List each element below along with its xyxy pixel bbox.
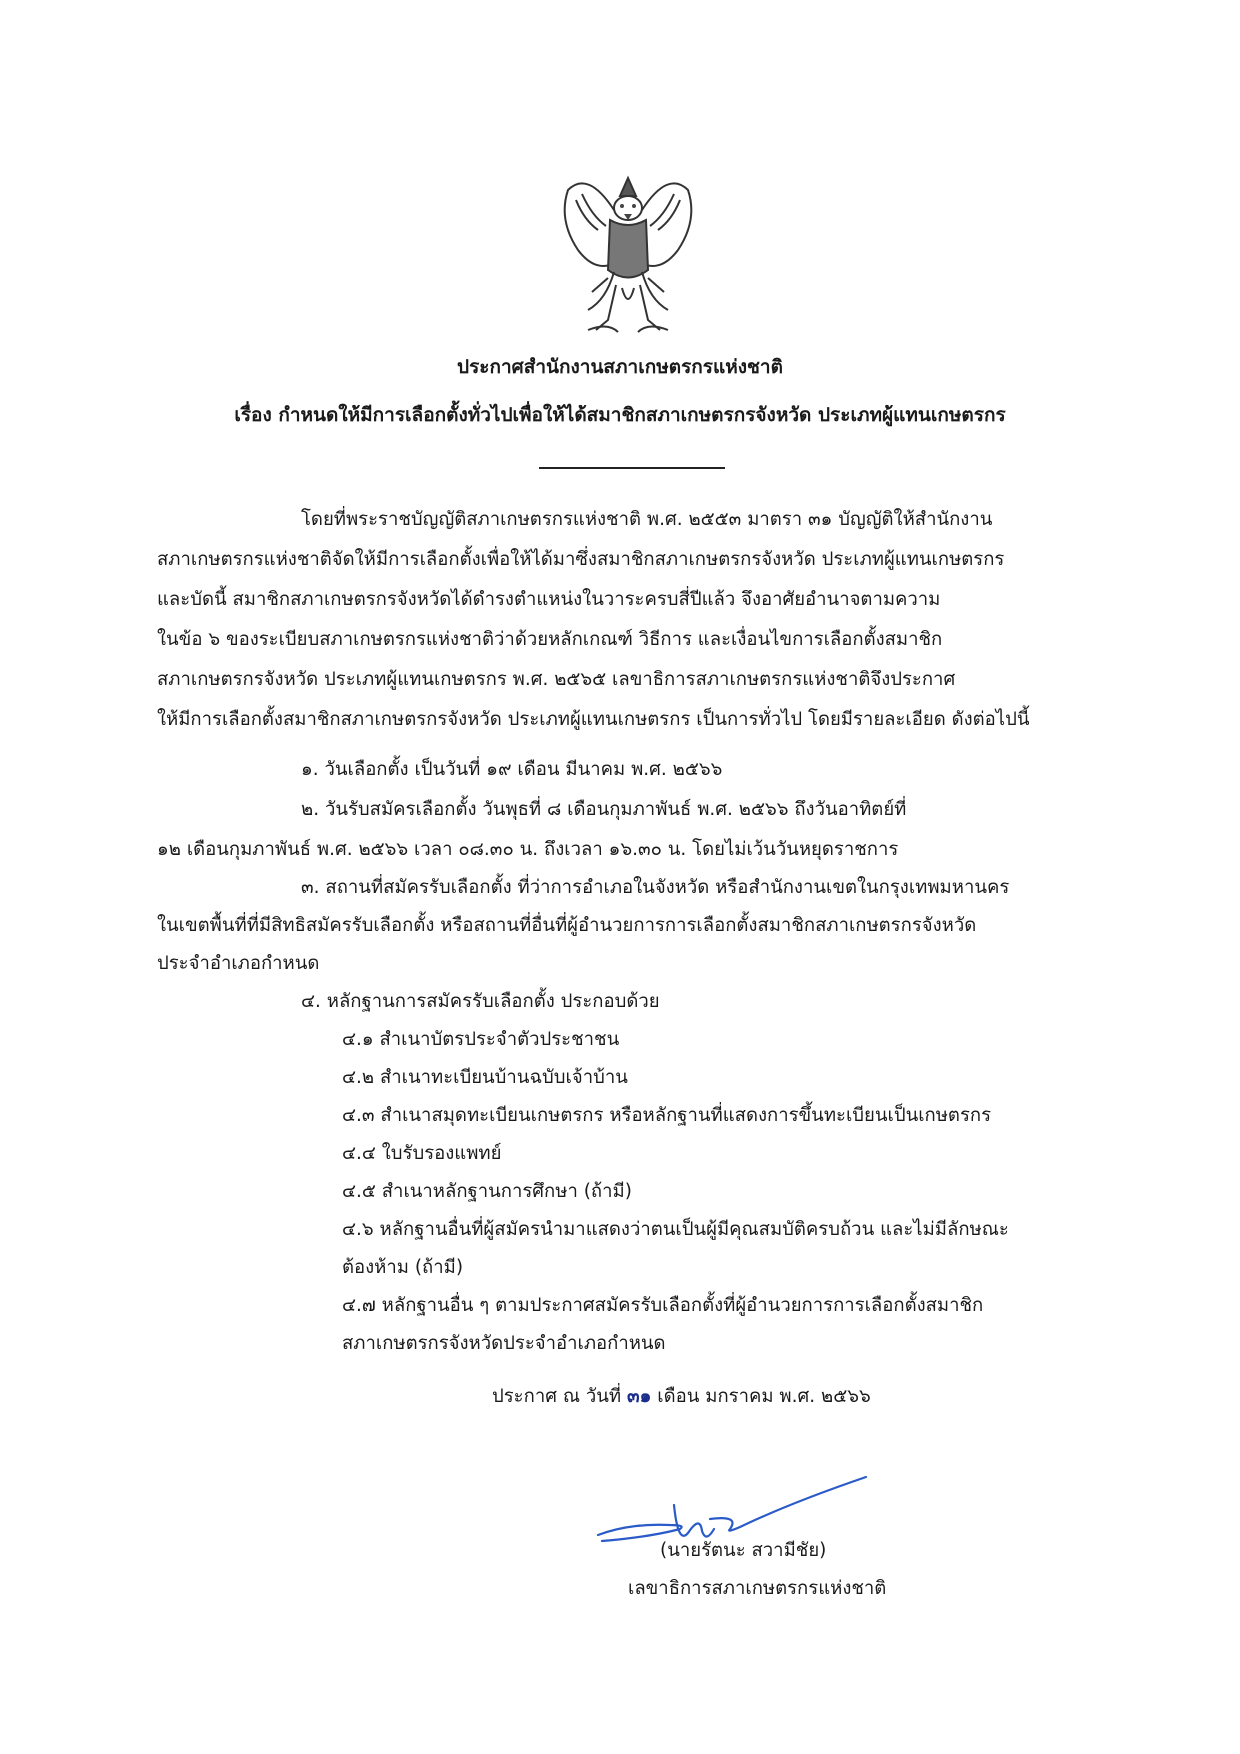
intro-line: และบัดนี้ สมาชิกสภาเกษตรกรจังหวัดได้ดำรงตำแหน่งในวาระครบสี่ปีแล้ว จึงอาศัยอำนาจตามความ — [157, 589, 941, 610]
item-location: ในเขตพื้นที่ที่มีสิทธิสมัครรับเลือกตั้ง หรือสถานที่อื่นที่ผู้อำนวยการการเลือกตั้งสมาชิกสภาเกษตรกรจังหวัด — [157, 915, 977, 936]
signer-position: เลขาธิการสภาเกษตรกรแห่งชาติ — [628, 1578, 887, 1599]
item-location: ๓. สถานที่สมัครรับเลือกตั้ง ที่ว่าการอำเภอในจังหวัด หรือสำนักงานเขตในกรุงเทพมหานคร — [301, 877, 1010, 898]
intro-line: สภาเกษตรกรจังหวัด ประเภทผู้แทนเกษตรกร พ.ศ. ๒๕๖๕ เลขาธิการสภาเกษตรกรแห่งชาติจึงประกาศ — [157, 669, 956, 690]
announce-prefix: ประกาศ ณ วันที่ — [492, 1386, 622, 1407]
sub-item: สภาเกษตรกรจังหวัดประจำอำเภอกำหนด — [342, 1333, 666, 1354]
intro-line: ในข้อ ๖ ของระเบียบสภาเกษตรกรแห่งชาติว่าด้วยหลักเกณฑ์ วิธีการ และเงื่อนไขการเลือกตั้งสมาชิก — [157, 629, 943, 650]
intro-line: โดยที่พระราชบัญญัติสภาเกษตรกรแห่งชาติ พ.ศ. ๒๕๕๓ มาตรา ๓๑ บัญญัติให้สำนักงาน — [301, 509, 993, 530]
sub-item: ๔.๕ สำเนาหลักฐานการศึกษา (ถ้ามี) — [342, 1181, 632, 1202]
sub-item: ๔.๖ หลักฐานอื่นที่ผู้สมัครนำมาแสดงว่าตนเป็นผู้มีคุณสมบัติครบถ้วน และไม่มีลักษณะ — [342, 1219, 1009, 1240]
item-documents: ๔. หลักฐานการสมัครรับเลือกตั้ง ประกอบด้วย — [301, 991, 660, 1012]
sub-item: ๔.๔ ใบรับรองแพทย์ — [342, 1143, 502, 1164]
divider-line — [539, 467, 725, 469]
announcement-date — [492, 1382, 871, 1412]
sub-item: ๔.๗ หลักฐานอื่น ๆ ตามประกาศสมัครรับเลือกตั้งที่ผู้อำนวยการการเลือกตั้งสมาชิก — [342, 1295, 984, 1316]
sub-item: ต้องห้าม (ถ้ามี) — [342, 1257, 464, 1278]
item-election-date: ๑. วันเลือกตั้ง เป็นวันที่ ๑๙ เดือน มีนาคม พ.ศ. ๒๕๖๖ — [301, 759, 723, 780]
intro-line: สภาเกษตรกรแห่งชาติจัดให้มีการเลือกตั้งเพื่อให้ได้มาซึ่งสมาชิกสภาเกษตรกรจังหวัด ประเภทผู้แทนเกษตรกร — [157, 549, 1005, 570]
announcement-title: ประกาศสำนักงานสภาเกษตรกรแห่งชาติ — [457, 356, 783, 378]
announce-day: ๓๑ — [627, 1386, 652, 1407]
sub-item: ๔.๑ สำเนาบัตรประจำตัวประชาชน — [342, 1029, 620, 1050]
signer-name: (นายรัตนะ สวามีชัย) — [660, 1540, 827, 1561]
item-registration: ๑๒ เดือนกุมภาพันธ์ พ.ศ. ๒๕๖๖ เวลา ๐๘.๓๐ น. ถึงเวลา ๑๖.๓๐ น. โดยไม่เว้นวันหยุดราชการ — [157, 839, 899, 860]
sub-item: ๔.๒ สำเนาทะเบียนบ้านฉบับเจ้าบ้าน — [342, 1067, 628, 1088]
item-registration: ๒. วันรับสมัครเลือกตั้ง วันพุธที่ ๘ เดือนกุมภาพันธ์ พ.ศ. ๒๕๖๖ ถึงวันอาทิตย์ที่ — [301, 799, 907, 820]
announce-month: เดือน มกราคม พ.ศ. — [657, 1386, 816, 1407]
item-location: ประจำอำเภอกำหนด — [157, 953, 320, 974]
garuda-emblem-icon — [548, 160, 708, 340]
intro-line: ให้มีการเลือกตั้งสมาชิกสภาเกษตรกรจังหวัด ประเภทผู้แทนเกษตรกร เป็นการทั่วไป โดยมีรายละเอียด ดังต่อไปนี้ — [157, 709, 1030, 730]
sub-item: ๔.๓ สำเนาสมุดทะเบียนเกษตรกร หรือหลักฐานที่แสดงการขึ้นทะเบียนเป็นเกษตรกร — [342, 1105, 992, 1126]
announce-year: ๒๕๖๖ — [821, 1386, 871, 1407]
announcement-subject: เรื่อง กำหนดให้มีการเลือกตั้งทั่วไปเพื่อให้ได้สมาชิกสภาเกษตรกรจังหวัด ประเภทผู้แทนเกษตรกร — [234, 404, 1006, 426]
